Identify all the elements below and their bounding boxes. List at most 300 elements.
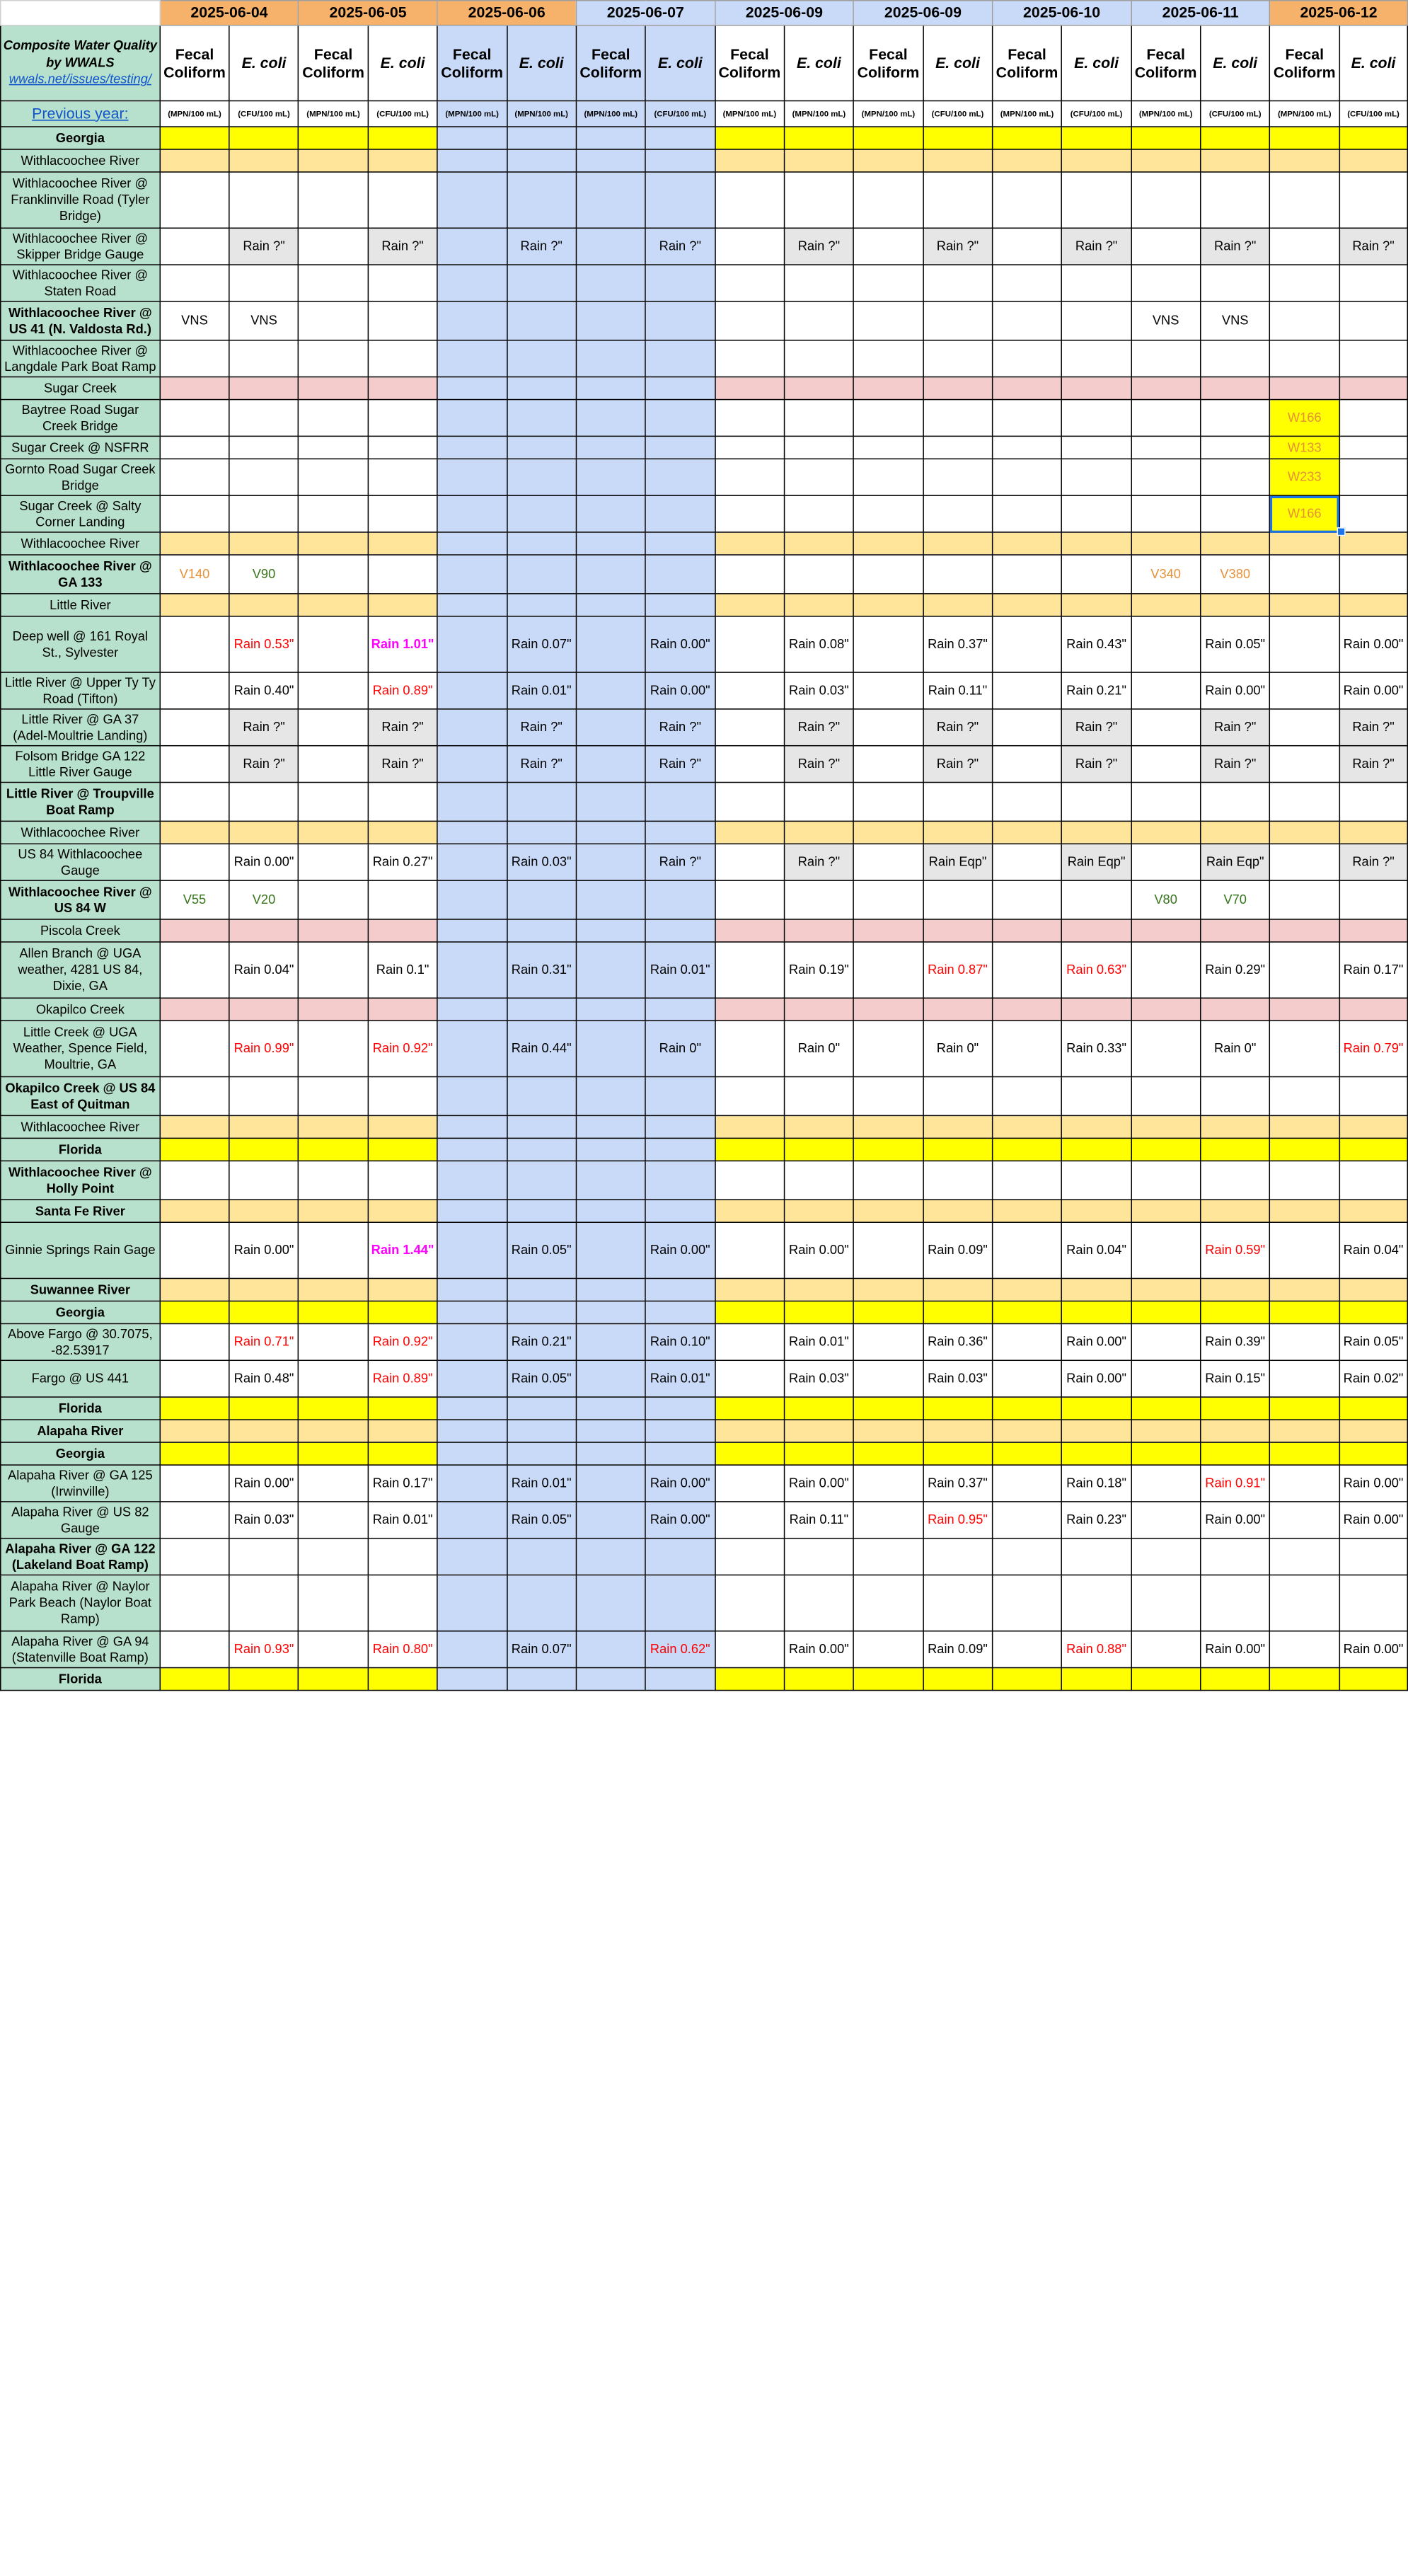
data-cell[interactable]	[507, 1575, 576, 1631]
unit-cell[interactable]: (MPN/100 mL)	[160, 100, 229, 127]
data-cell[interactable]: Rain ?"	[368, 228, 437, 265]
site-label[interactable]: Little River @ GA 37 (Adel-Moultrie Landing)	[1, 709, 160, 746]
data-cell[interactable]	[1131, 942, 1201, 998]
data-cell[interactable]	[229, 1301, 299, 1323]
data-cell[interactable]	[1131, 1575, 1201, 1631]
data-cell[interactable]: Rain ?"	[507, 709, 576, 746]
data-cell[interactable]: Rain 0.89"	[368, 672, 437, 709]
data-cell[interactable]	[853, 1420, 923, 1442]
data-cell[interactable]	[437, 127, 507, 149]
data-cell[interactable]: Rain ?"	[1339, 228, 1408, 265]
data-cell[interactable]	[923, 821, 992, 844]
data-cell[interactable]	[1270, 880, 1339, 919]
data-cell[interactable]	[1339, 783, 1408, 822]
data-cell[interactable]: Rain 0.99"	[229, 1020, 299, 1076]
data-cell[interactable]	[576, 1278, 645, 1301]
data-cell[interactable]: Rain 0"	[784, 1020, 853, 1076]
data-cell[interactable]	[1270, 1631, 1339, 1668]
data-cell[interactable]	[576, 919, 645, 942]
data-cell[interactable]	[645, 1200, 715, 1222]
data-cell[interactable]	[923, 377, 992, 400]
data-cell[interactable]	[1062, 149, 1131, 172]
data-cell[interactable]	[853, 1323, 923, 1360]
data-cell[interactable]	[368, 532, 437, 555]
data-cell[interactable]	[507, 400, 576, 437]
data-cell[interactable]	[1270, 1360, 1339, 1397]
data-cell[interactable]	[1062, 1539, 1131, 1575]
data-cell[interactable]	[507, 998, 576, 1020]
data-cell[interactable]	[1062, 783, 1131, 822]
data-cell[interactable]	[715, 127, 784, 149]
data-cell[interactable]	[160, 783, 229, 822]
data-cell[interactable]	[1131, 783, 1201, 822]
data-cell[interactable]	[993, 1442, 1062, 1465]
data-cell[interactable]	[368, 436, 437, 459]
site-label[interactable]: Florida	[1, 1668, 160, 1691]
data-cell[interactable]	[853, 228, 923, 265]
data-cell[interactable]	[853, 340, 923, 377]
data-cell[interactable]	[507, 532, 576, 555]
data-cell[interactable]	[715, 459, 784, 495]
data-cell[interactable]	[160, 1575, 229, 1631]
site-label[interactable]: Alapaha River @ US 82 Gauge	[1, 1502, 160, 1539]
data-cell[interactable]	[299, 228, 368, 265]
data-cell[interactable]	[853, 1161, 923, 1200]
data-cell[interactable]	[1339, 1161, 1408, 1200]
site-label[interactable]: Alapaha River	[1, 1420, 160, 1442]
data-cell[interactable]	[645, 821, 715, 844]
data-cell[interactable]	[993, 532, 1062, 555]
data-cell[interactable]	[1270, 1539, 1339, 1575]
data-cell[interactable]	[437, 709, 507, 746]
data-cell[interactable]	[923, 301, 992, 340]
data-cell[interactable]	[1339, 377, 1408, 400]
data-cell[interactable]	[1131, 1020, 1201, 1076]
data-cell[interactable]	[645, 459, 715, 495]
data-cell[interactable]	[715, 1138, 784, 1161]
data-cell[interactable]: V90	[229, 555, 299, 594]
data-cell[interactable]: W133	[1270, 436, 1339, 459]
data-cell[interactable]	[507, 495, 576, 532]
site-label[interactable]: Alapaha River @ GA 94 (Statenville Boat Ramp)	[1, 1631, 160, 1668]
data-cell[interactable]: Rain 0.62"	[645, 1631, 715, 1668]
data-cell[interactable]	[160, 616, 229, 672]
data-cell[interactable]	[368, 377, 437, 400]
data-cell[interactable]	[160, 821, 229, 844]
data-cell[interactable]	[1339, 1668, 1408, 1691]
data-cell[interactable]	[160, 1397, 229, 1420]
data-cell[interactable]	[437, 377, 507, 400]
data-cell[interactable]	[1131, 844, 1201, 880]
data-cell[interactable]	[1131, 127, 1201, 149]
data-cell[interactable]	[853, 1465, 923, 1502]
data-cell[interactable]	[299, 1077, 368, 1116]
data-cell[interactable]	[1062, 377, 1131, 400]
data-cell[interactable]: VNS	[160, 301, 229, 340]
data-cell[interactable]	[437, 1161, 507, 1200]
data-cell[interactable]: Rain 0.05"	[507, 1360, 576, 1397]
data-cell[interactable]	[299, 1161, 368, 1200]
data-cell[interactable]	[507, 459, 576, 495]
data-cell[interactable]	[715, 1631, 784, 1668]
data-cell[interactable]	[299, 1115, 368, 1138]
data-cell[interactable]: Rain ?"	[1062, 228, 1131, 265]
data-cell[interactable]	[229, 377, 299, 400]
site-label[interactable]: Fargo @ US 441	[1, 1360, 160, 1397]
data-cell[interactable]	[576, 459, 645, 495]
data-cell[interactable]	[1270, 377, 1339, 400]
data-cell[interactable]	[923, 495, 992, 532]
data-cell[interactable]	[576, 301, 645, 340]
data-cell[interactable]: Rain 0.01"	[645, 1360, 715, 1397]
data-cell[interactable]	[993, 1161, 1062, 1200]
data-cell[interactable]	[853, 880, 923, 919]
data-cell[interactable]	[1201, 783, 1270, 822]
data-cell[interactable]	[437, 265, 507, 301]
data-cell[interactable]	[853, 1222, 923, 1278]
site-label[interactable]: Folsom Bridge GA 122 Little River Gauge	[1, 746, 160, 783]
data-cell[interactable]	[437, 1575, 507, 1631]
data-cell[interactable]	[1270, 1020, 1339, 1076]
data-cell[interactable]	[923, 532, 992, 555]
data-cell[interactable]: Rain 0.11"	[784, 1502, 853, 1539]
data-cell[interactable]	[715, 919, 784, 942]
data-cell[interactable]	[645, 555, 715, 594]
data-cell[interactable]	[853, 265, 923, 301]
data-cell[interactable]: Rain 0.48"	[229, 1360, 299, 1397]
site-label[interactable]: Withlacoochee River @ GA 133	[1, 555, 160, 594]
unit-cell[interactable]: (CFU/100 mL)	[229, 100, 299, 127]
unit-cell[interactable]: (MPN/100 mL)	[1131, 100, 1201, 127]
data-cell[interactable]	[645, 377, 715, 400]
data-cell[interactable]: Rain ?"	[1062, 746, 1131, 783]
site-label[interactable]: Alapaha River @ Naylor Park Beach (Naylor Boat Ramp)	[1, 1575, 160, 1631]
data-cell[interactable]	[1339, 880, 1408, 919]
data-cell[interactable]: Rain ?"	[1201, 228, 1270, 265]
data-cell[interactable]	[576, 1161, 645, 1200]
data-cell[interactable]	[993, 1502, 1062, 1539]
data-cell[interactable]	[923, 1668, 992, 1691]
data-cell[interactable]	[715, 265, 784, 301]
data-cell[interactable]	[645, 1442, 715, 1465]
data-cell[interactable]: Rain 0.00"	[645, 672, 715, 709]
data-cell[interactable]: Rain 0.27"	[368, 844, 437, 880]
data-cell[interactable]: Rain 0.18"	[1062, 1465, 1131, 1502]
data-cell[interactable]	[784, 821, 853, 844]
data-cell[interactable]	[160, 919, 229, 942]
ecoli-header[interactable]: E. coli	[1062, 25, 1131, 101]
data-cell[interactable]	[1131, 149, 1201, 172]
site-label[interactable]: Above Fargo @ 30.7075, -82.53917	[1, 1323, 160, 1360]
data-cell[interactable]	[1201, 436, 1270, 459]
data-cell[interactable]: Rain 0.07"	[507, 616, 576, 672]
data-cell[interactable]	[1201, 400, 1270, 437]
data-cell[interactable]	[1201, 1138, 1270, 1161]
data-cell[interactable]	[715, 555, 784, 594]
data-cell[interactable]	[576, 400, 645, 437]
date-header[interactable]: 2025-06-04	[160, 1, 299, 25]
data-cell[interactable]	[299, 1397, 368, 1420]
data-cell[interactable]	[993, 340, 1062, 377]
fecal-coliform-header[interactable]: Fecal Coliform	[299, 25, 368, 101]
data-cell[interactable]: W166	[1270, 495, 1339, 532]
data-cell[interactable]	[1339, 594, 1408, 616]
data-cell[interactable]	[576, 709, 645, 746]
data-cell[interactable]	[576, 783, 645, 822]
data-cell[interactable]	[299, 149, 368, 172]
data-cell[interactable]	[923, 880, 992, 919]
data-cell[interactable]	[437, 1301, 507, 1323]
data-cell[interactable]	[160, 127, 229, 149]
data-cell[interactable]	[784, 1077, 853, 1116]
data-cell[interactable]: Rain ?"	[923, 228, 992, 265]
data-cell[interactable]	[853, 709, 923, 746]
data-cell[interactable]	[993, 228, 1062, 265]
data-cell[interactable]	[1131, 1539, 1201, 1575]
data-cell[interactable]: Rain 0.93"	[229, 1631, 299, 1668]
data-cell[interactable]	[1201, 821, 1270, 844]
site-label[interactable]: Withlacoochee River @ US 41 (N. Valdosta Rd.)	[1, 301, 160, 340]
data-cell[interactable]	[993, 709, 1062, 746]
data-cell[interactable]	[645, 265, 715, 301]
data-cell[interactable]	[993, 1420, 1062, 1442]
data-cell[interactable]	[368, 495, 437, 532]
site-label[interactable]: Santa Fe River	[1, 1200, 160, 1222]
data-cell[interactable]	[299, 1575, 368, 1631]
fecal-coliform-header[interactable]: Fecal Coliform	[576, 25, 645, 101]
data-cell[interactable]	[853, 616, 923, 672]
data-cell[interactable]	[1201, 1301, 1270, 1323]
data-cell[interactable]	[1270, 844, 1339, 880]
data-cell[interactable]	[784, 149, 853, 172]
data-cell[interactable]	[1270, 783, 1339, 822]
data-cell[interactable]	[1201, 1539, 1270, 1575]
site-label[interactable]: Suwannee River	[1, 1278, 160, 1301]
data-cell[interactable]	[576, 672, 645, 709]
data-cell[interactable]: Rain 0.00"	[645, 1222, 715, 1278]
data-cell[interactable]	[1270, 919, 1339, 942]
data-cell[interactable]	[1270, 1420, 1339, 1442]
data-cell[interactable]	[299, 1301, 368, 1323]
data-cell[interactable]	[576, 265, 645, 301]
data-cell[interactable]	[784, 1575, 853, 1631]
data-cell[interactable]	[368, 265, 437, 301]
data-cell[interactable]	[1339, 127, 1408, 149]
data-cell[interactable]: Rain 0.00"	[1201, 1502, 1270, 1539]
data-cell[interactable]	[923, 436, 992, 459]
data-cell[interactable]: W233	[1270, 459, 1339, 495]
data-cell[interactable]	[715, 1502, 784, 1539]
data-cell[interactable]	[576, 1397, 645, 1420]
data-cell[interactable]	[576, 616, 645, 672]
data-cell[interactable]	[507, 1115, 576, 1138]
unit-cell[interactable]: (CFU/100 mL)	[1201, 100, 1270, 127]
data-cell[interactable]	[437, 844, 507, 880]
data-cell[interactable]	[576, 1502, 645, 1539]
data-cell[interactable]	[229, 821, 299, 844]
data-cell[interactable]	[993, 149, 1062, 172]
data-cell[interactable]	[645, 1278, 715, 1301]
data-cell[interactable]	[993, 1397, 1062, 1420]
data-cell[interactable]	[1201, 532, 1270, 555]
data-cell[interactable]: Rain ?"	[507, 228, 576, 265]
data-cell[interactable]: Rain 0.33"	[1062, 1020, 1131, 1076]
data-cell[interactable]: Rain 0.00"	[784, 1631, 853, 1668]
data-cell[interactable]	[1131, 436, 1201, 459]
data-cell[interactable]	[1339, 1278, 1408, 1301]
data-cell[interactable]	[576, 844, 645, 880]
data-cell[interactable]: V380	[1201, 555, 1270, 594]
data-cell[interactable]	[1270, 709, 1339, 746]
data-cell[interactable]: Rain 0.71"	[229, 1323, 299, 1360]
data-cell[interactable]	[507, 1668, 576, 1691]
date-header[interactable]: 2025-06-07	[576, 1, 715, 25]
data-cell[interactable]	[507, 127, 576, 149]
data-cell[interactable]	[645, 436, 715, 459]
data-cell[interactable]	[853, 746, 923, 783]
data-cell[interactable]	[1201, 919, 1270, 942]
data-cell[interactable]	[437, 149, 507, 172]
data-cell[interactable]	[229, 998, 299, 1020]
data-cell[interactable]	[368, 1539, 437, 1575]
data-cell[interactable]	[1270, 1668, 1339, 1691]
data-cell[interactable]	[1062, 340, 1131, 377]
ecoli-header[interactable]: E. coli	[368, 25, 437, 101]
data-cell[interactable]	[299, 459, 368, 495]
data-cell[interactable]	[645, 1138, 715, 1161]
data-cell[interactable]	[993, 616, 1062, 672]
data-cell[interactable]: Rain 0.36"	[923, 1323, 992, 1360]
data-cell[interactable]	[993, 459, 1062, 495]
site-label[interactable]: Ginnie Springs Rain Gage	[1, 1222, 160, 1278]
data-cell[interactable]: Rain ?"	[1201, 709, 1270, 746]
data-cell[interactable]: Rain 0.01"	[368, 1502, 437, 1539]
data-cell[interactable]	[853, 1502, 923, 1539]
data-cell[interactable]: Rain 0.87"	[923, 942, 992, 998]
data-cell[interactable]	[923, 340, 992, 377]
data-cell[interactable]	[1339, 919, 1408, 942]
data-cell[interactable]	[1131, 459, 1201, 495]
data-cell[interactable]	[437, 555, 507, 594]
data-cell[interactable]: Rain 0.03"	[507, 844, 576, 880]
data-cell[interactable]: Rain 0.02"	[1339, 1360, 1408, 1397]
data-cell[interactable]	[160, 377, 229, 400]
data-cell[interactable]: Rain 0.79"	[1339, 1020, 1408, 1076]
data-cell[interactable]	[1062, 555, 1131, 594]
data-cell[interactable]	[1062, 1397, 1131, 1420]
ecoli-header[interactable]: E. coli	[784, 25, 853, 101]
data-cell[interactable]	[576, 1539, 645, 1575]
data-cell[interactable]	[715, 1539, 784, 1575]
data-cell[interactable]: Rain 0.21"	[1062, 672, 1131, 709]
site-label[interactable]: Florida	[1, 1138, 160, 1161]
data-cell[interactable]	[576, 377, 645, 400]
data-cell[interactable]	[437, 1420, 507, 1442]
data-cell[interactable]	[715, 616, 784, 672]
data-cell[interactable]	[1270, 1502, 1339, 1539]
data-cell[interactable]	[299, 532, 368, 555]
data-cell[interactable]	[1270, 172, 1339, 228]
data-cell[interactable]	[1062, 172, 1131, 228]
data-cell[interactable]	[437, 919, 507, 942]
data-cell[interactable]: Rain 0.89"	[368, 1360, 437, 1397]
data-cell[interactable]	[368, 1442, 437, 1465]
data-cell[interactable]	[299, 998, 368, 1020]
data-cell[interactable]	[853, 1278, 923, 1301]
data-cell[interactable]	[923, 127, 992, 149]
data-cell[interactable]	[160, 1077, 229, 1116]
data-cell[interactable]	[229, 1138, 299, 1161]
data-cell[interactable]: Rain 0.00"	[1201, 672, 1270, 709]
data-cell[interactable]	[1131, 672, 1201, 709]
data-cell[interactable]	[368, 1077, 437, 1116]
data-cell[interactable]: Rain ?"	[645, 844, 715, 880]
data-cell[interactable]	[437, 880, 507, 919]
data-cell[interactable]	[645, 1575, 715, 1631]
data-cell[interactable]	[784, 1442, 853, 1465]
data-cell[interactable]	[299, 127, 368, 149]
data-cell[interactable]	[715, 709, 784, 746]
data-cell[interactable]	[1062, 1115, 1131, 1138]
data-cell[interactable]	[645, 594, 715, 616]
data-cell[interactable]	[784, 555, 853, 594]
data-cell[interactable]	[784, 783, 853, 822]
data-cell[interactable]	[1201, 340, 1270, 377]
data-cell[interactable]	[299, 377, 368, 400]
data-cell[interactable]: V140	[160, 555, 229, 594]
data-cell[interactable]	[160, 228, 229, 265]
site-label[interactable]: Florida	[1, 1397, 160, 1420]
data-cell[interactable]	[923, 919, 992, 942]
data-cell[interactable]	[784, 436, 853, 459]
data-cell[interactable]	[853, 172, 923, 228]
fecal-coliform-header[interactable]: Fecal Coliform	[715, 25, 784, 101]
data-cell[interactable]: Rain ?"	[1339, 844, 1408, 880]
data-cell[interactable]: W166	[1270, 400, 1339, 437]
data-cell[interactable]	[645, 1301, 715, 1323]
unit-cell[interactable]: (MPN/100 mL)	[437, 100, 507, 127]
data-cell[interactable]	[507, 1278, 576, 1301]
data-cell[interactable]: Rain ?"	[645, 228, 715, 265]
site-label[interactable]: Piscola Creek	[1, 919, 160, 942]
data-cell[interactable]: Rain 0.40"	[229, 672, 299, 709]
data-cell[interactable]	[1270, 1200, 1339, 1222]
data-cell[interactable]	[368, 340, 437, 377]
data-cell[interactable]	[993, 1465, 1062, 1502]
data-cell[interactable]	[853, 1668, 923, 1691]
data-cell[interactable]	[853, 1138, 923, 1161]
data-cell[interactable]	[229, 340, 299, 377]
data-cell[interactable]	[507, 880, 576, 919]
unit-cell[interactable]: (CFU/100 mL)	[645, 100, 715, 127]
data-cell[interactable]	[1062, 1138, 1131, 1161]
data-cell[interactable]	[645, 880, 715, 919]
data-cell[interactable]: Rain 0.95"	[923, 1502, 992, 1539]
data-cell[interactable]: Rain 0.05"	[507, 1502, 576, 1539]
data-cell[interactable]	[576, 1442, 645, 1465]
data-cell[interactable]	[993, 783, 1062, 822]
data-cell[interactable]: Rain 0.80"	[368, 1631, 437, 1668]
data-cell[interactable]	[160, 1115, 229, 1138]
data-cell[interactable]	[993, 172, 1062, 228]
data-cell[interactable]	[1131, 1222, 1201, 1278]
data-cell[interactable]	[160, 459, 229, 495]
data-cell[interactable]	[784, 1420, 853, 1442]
data-cell[interactable]	[853, 998, 923, 1020]
data-cell[interactable]	[853, 532, 923, 555]
data-cell[interactable]	[437, 1539, 507, 1575]
data-cell[interactable]	[993, 555, 1062, 594]
